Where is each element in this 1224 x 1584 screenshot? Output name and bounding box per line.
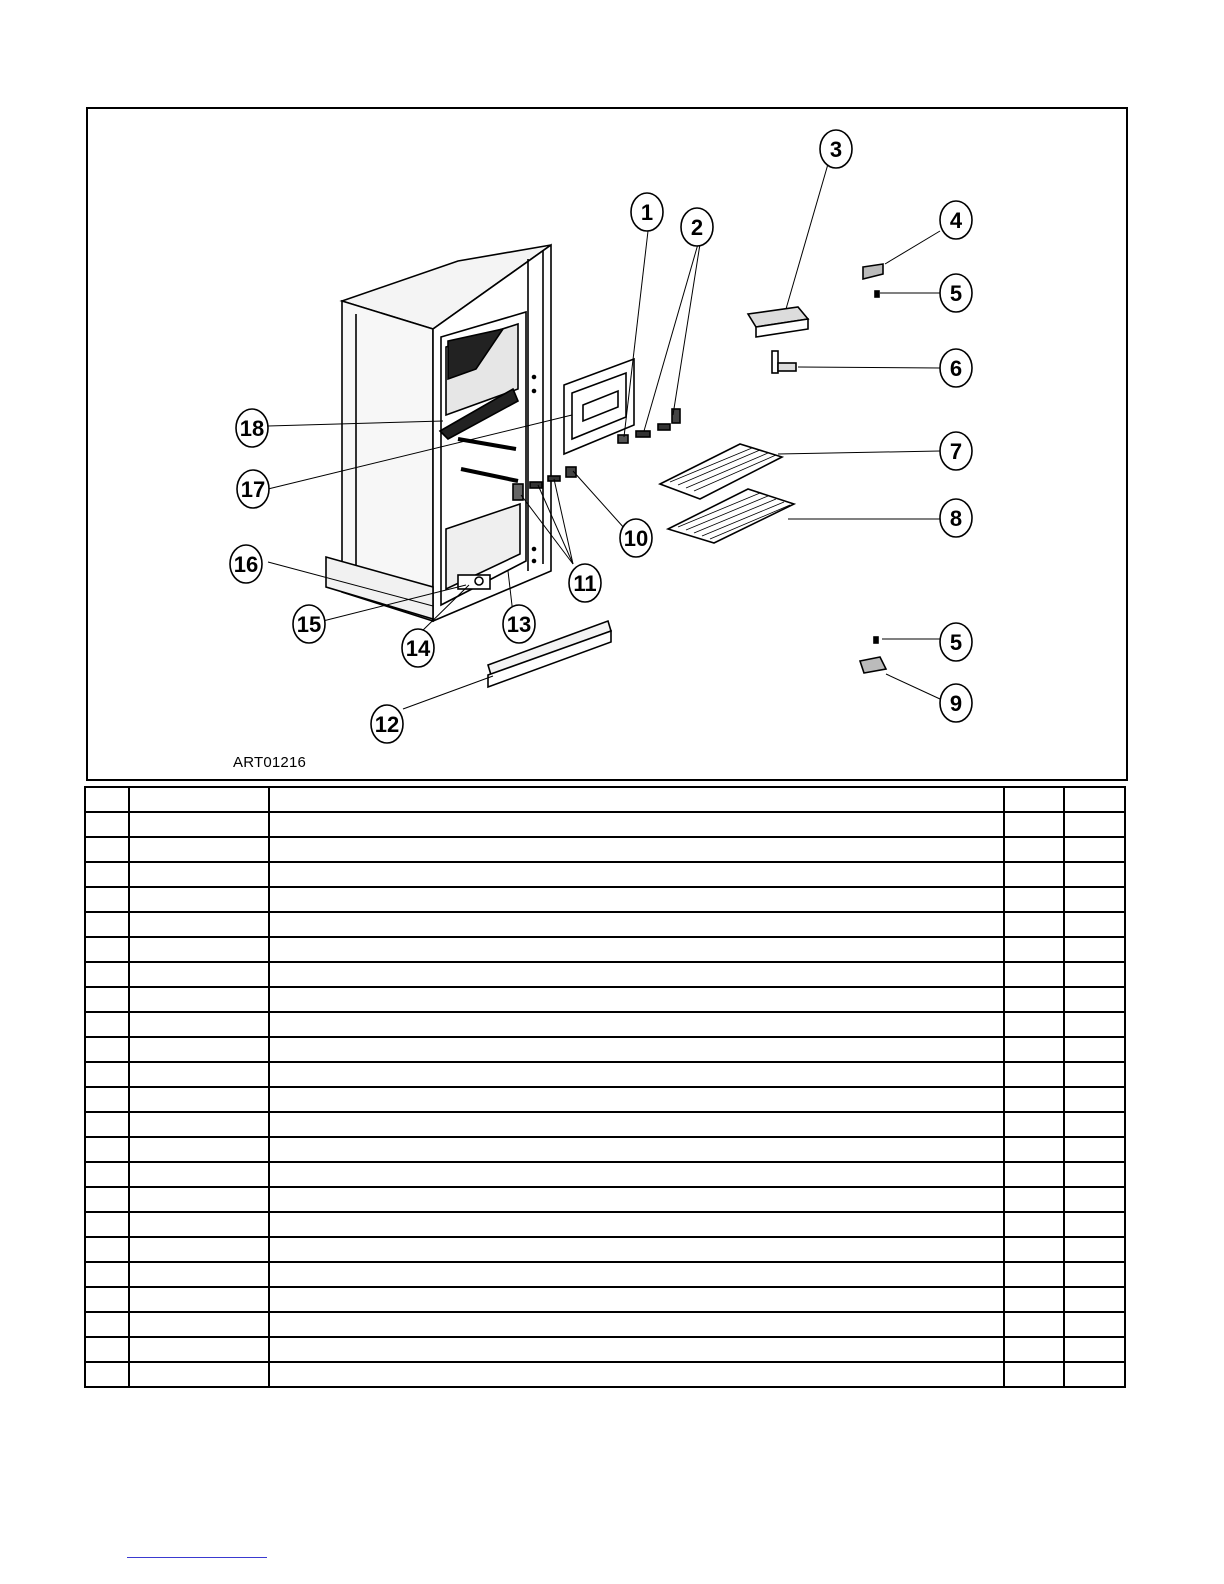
callout-7: [940, 432, 972, 470]
table-cell: [85, 837, 129, 862]
table-cell: [1064, 887, 1125, 912]
table-cell: [129, 787, 269, 812]
table-cell: [129, 837, 269, 862]
table-cell: [85, 1262, 129, 1287]
table-cell: [269, 937, 1004, 962]
table-cell: [129, 1012, 269, 1037]
callout-5-top: [940, 274, 972, 312]
table-row: [85, 1237, 1125, 1262]
table-cell: [1004, 812, 1064, 837]
table-row: [85, 1312, 1125, 1337]
callout-6: [940, 349, 972, 387]
exploded-parts-diagram: [86, 107, 1128, 781]
table-cell: [1064, 1312, 1125, 1337]
table-cell: [1064, 1187, 1125, 1212]
table-row: [85, 1137, 1125, 1162]
table-cell: [85, 887, 129, 912]
table-cell: [1064, 787, 1125, 812]
table-cell: [1004, 1212, 1064, 1237]
table-cell: [85, 1062, 129, 1087]
table-cell: [1064, 987, 1125, 1012]
table-cell: [269, 837, 1004, 862]
table-cell: [1004, 787, 1064, 812]
table-row: [85, 787, 1125, 812]
table-cell: [85, 1087, 129, 1112]
table-cell: [1064, 1362, 1125, 1387]
table-cell: [85, 1012, 129, 1037]
table-cell: [1064, 1087, 1125, 1112]
table-cell: [1064, 1037, 1125, 1062]
table-cell: [129, 962, 269, 987]
callout-2-label: 2: [690, 215, 704, 240]
table-cell: [1004, 887, 1064, 912]
table-cell: [1004, 1262, 1064, 1287]
table-cell: [1004, 987, 1064, 1012]
table-row: [85, 1012, 1125, 1037]
callout-4: [940, 201, 972, 239]
callout-3-label: 3: [829, 137, 843, 162]
callout-9-label: 9: [949, 691, 963, 716]
table-cell: [85, 1312, 129, 1337]
table-cell: [269, 1012, 1004, 1037]
table-cell: [129, 887, 269, 912]
parts-list-table: [84, 786, 1126, 1388]
callout-12-label: 12: [374, 712, 400, 737]
table-cell: [269, 862, 1004, 887]
ice-tray: [748, 307, 808, 337]
table-cell: [85, 912, 129, 937]
callout-6-label: 6: [949, 356, 963, 381]
table-cell: [1004, 1037, 1064, 1062]
table-cell: [1004, 912, 1064, 937]
table-cell: [1004, 1187, 1064, 1212]
callout-9: [940, 684, 972, 722]
table-cell: [269, 1312, 1004, 1337]
table-cell: [1064, 1212, 1125, 1237]
table-cell: [1064, 1137, 1125, 1162]
callout-8-label: 8: [949, 506, 963, 531]
table-row: [85, 1362, 1125, 1387]
table-row: [85, 887, 1125, 912]
diagram-drawing: [88, 109, 1126, 779]
table-cell: [269, 987, 1004, 1012]
table-row: [85, 1062, 1125, 1087]
table-cell: [269, 1062, 1004, 1087]
table-row: [85, 1337, 1125, 1362]
table-cell: [269, 912, 1004, 937]
callout-5-bottom-label: 5: [949, 630, 963, 655]
table-cell: [269, 962, 1004, 987]
table-row: [85, 987, 1125, 1012]
table-cell: [85, 812, 129, 837]
table-cell: [129, 1262, 269, 1287]
callout-1: [631, 193, 663, 231]
table-cell: [85, 1287, 129, 1312]
table-cell: [1064, 912, 1125, 937]
callout-7-label: 7: [949, 439, 963, 464]
footer-link-underline: [127, 1557, 267, 1558]
table-cell: [269, 1237, 1004, 1262]
refrigerator-cabinet: [326, 245, 551, 621]
callout-18-label: 18: [239, 416, 265, 441]
callout-16: [230, 545, 262, 583]
table-row: [85, 1162, 1125, 1187]
table-cell: [1064, 862, 1125, 887]
table-row: [85, 1212, 1125, 1237]
table-row: [85, 1087, 1125, 1112]
table-cell: [129, 1287, 269, 1312]
table-cell: [269, 1187, 1004, 1212]
table-cell: [85, 1137, 129, 1162]
table-cell: [1064, 1112, 1125, 1137]
callout-13: [503, 605, 535, 643]
table-cell: [1004, 1162, 1064, 1187]
table-cell: [85, 1337, 129, 1362]
callout-5-bottom: [940, 623, 972, 661]
table-row: [85, 812, 1125, 837]
callout-11: [569, 564, 601, 602]
callout-17: [237, 470, 269, 508]
table-cell: [1004, 837, 1064, 862]
table-cell: [269, 1262, 1004, 1287]
table-cell: [1064, 1062, 1125, 1087]
table-cell: [1004, 1137, 1064, 1162]
table-cell: [129, 1312, 269, 1337]
table-cell: [85, 987, 129, 1012]
callout-11-label: 11: [573, 571, 597, 596]
table-cell: [85, 1112, 129, 1137]
table-cell: [1064, 1162, 1125, 1187]
table-cell: [129, 987, 269, 1012]
table-cell: [269, 887, 1004, 912]
table-cell: [1064, 1337, 1125, 1362]
table-cell: [129, 1087, 269, 1112]
table-cell: [129, 937, 269, 962]
table-cell: [269, 1137, 1004, 1162]
callout-13-label: 13: [506, 612, 532, 637]
callout-1-label: 1: [640, 200, 654, 225]
art-reference-id: ART01216: [233, 754, 307, 771]
table-cell: [85, 1212, 129, 1237]
table-cell: [269, 1087, 1004, 1112]
table-cell: [129, 1187, 269, 1212]
table-cell: [85, 862, 129, 887]
table-cell: [269, 1337, 1004, 1362]
callout-8: [940, 499, 972, 537]
table-row: [85, 837, 1125, 862]
table-row: [85, 1287, 1125, 1312]
callout-5-top-label: 5: [949, 281, 963, 306]
table-cell: [269, 1162, 1004, 1187]
table-row: [85, 862, 1125, 887]
table-cell: [129, 912, 269, 937]
table-cell: [1004, 1012, 1064, 1037]
callout-14-label: 14: [405, 636, 431, 661]
table-cell: [129, 1237, 269, 1262]
table-cell: [129, 1137, 269, 1162]
table-cell: [129, 1062, 269, 1087]
wire-shelves: [660, 444, 794, 543]
table-cell: [129, 1162, 269, 1187]
callout-3: [820, 130, 852, 168]
table-cell: [269, 812, 1004, 837]
table-cell: [1004, 862, 1064, 887]
callout-10: [620, 519, 652, 557]
table-cell: [129, 812, 269, 837]
table-cell: [85, 1362, 129, 1387]
table-cell: [85, 962, 129, 987]
table-cell: [269, 1037, 1004, 1062]
table-cell: [1004, 1087, 1064, 1112]
callout-15-label: 15: [296, 612, 322, 637]
table-cell: [129, 1362, 269, 1387]
table-cell: [1004, 1287, 1064, 1312]
callout-14: [402, 629, 434, 667]
table-cell: [129, 1112, 269, 1137]
table-row: [85, 1037, 1125, 1062]
table-cell: [85, 787, 129, 812]
table-cell: [1064, 1012, 1125, 1037]
table-cell: [85, 1237, 129, 1262]
callout-15: [293, 605, 325, 643]
table-cell: [85, 1187, 129, 1212]
table-row: [85, 1187, 1125, 1212]
table-cell: [1064, 1237, 1125, 1262]
table-cell: [1004, 1337, 1064, 1362]
table-cell: [1064, 1262, 1125, 1287]
table-cell: [129, 1337, 269, 1362]
table-cell: [129, 862, 269, 887]
table-row: [85, 937, 1125, 962]
table-row: [85, 1262, 1125, 1287]
callout-18: [236, 409, 268, 447]
table-row: [85, 962, 1125, 987]
callout-10-label: 10: [623, 526, 649, 551]
table-cell: [1004, 1112, 1064, 1137]
callout-2: [681, 208, 713, 246]
table-row: [85, 1112, 1125, 1137]
table-cell: [85, 1037, 129, 1062]
table-cell: [85, 937, 129, 962]
table-cell: [269, 1287, 1004, 1312]
table-cell: [1064, 962, 1125, 987]
table-row: [85, 912, 1125, 937]
table-cell: [269, 1212, 1004, 1237]
table-cell: [269, 1112, 1004, 1137]
callout-16-label: 16: [233, 552, 259, 577]
table-cell: [1064, 812, 1125, 837]
table-cell: [269, 787, 1004, 812]
table-cell: [1064, 937, 1125, 962]
table-cell: [269, 1362, 1004, 1387]
table-cell: [1004, 1362, 1064, 1387]
callout-12: [371, 705, 403, 743]
callout-17-label: 17: [240, 477, 266, 502]
table-cell: [1064, 837, 1125, 862]
table-cell: [1004, 937, 1064, 962]
callout-4-label: 4: [949, 208, 963, 233]
table-cell: [1004, 1062, 1064, 1087]
table-cell: [85, 1162, 129, 1187]
table-cell: [1064, 1287, 1125, 1312]
table-cell: [1004, 1312, 1064, 1337]
table-cell: [129, 1037, 269, 1062]
table-cell: [1004, 1237, 1064, 1262]
table-cell: [129, 1212, 269, 1237]
table-cell: [1004, 962, 1064, 987]
